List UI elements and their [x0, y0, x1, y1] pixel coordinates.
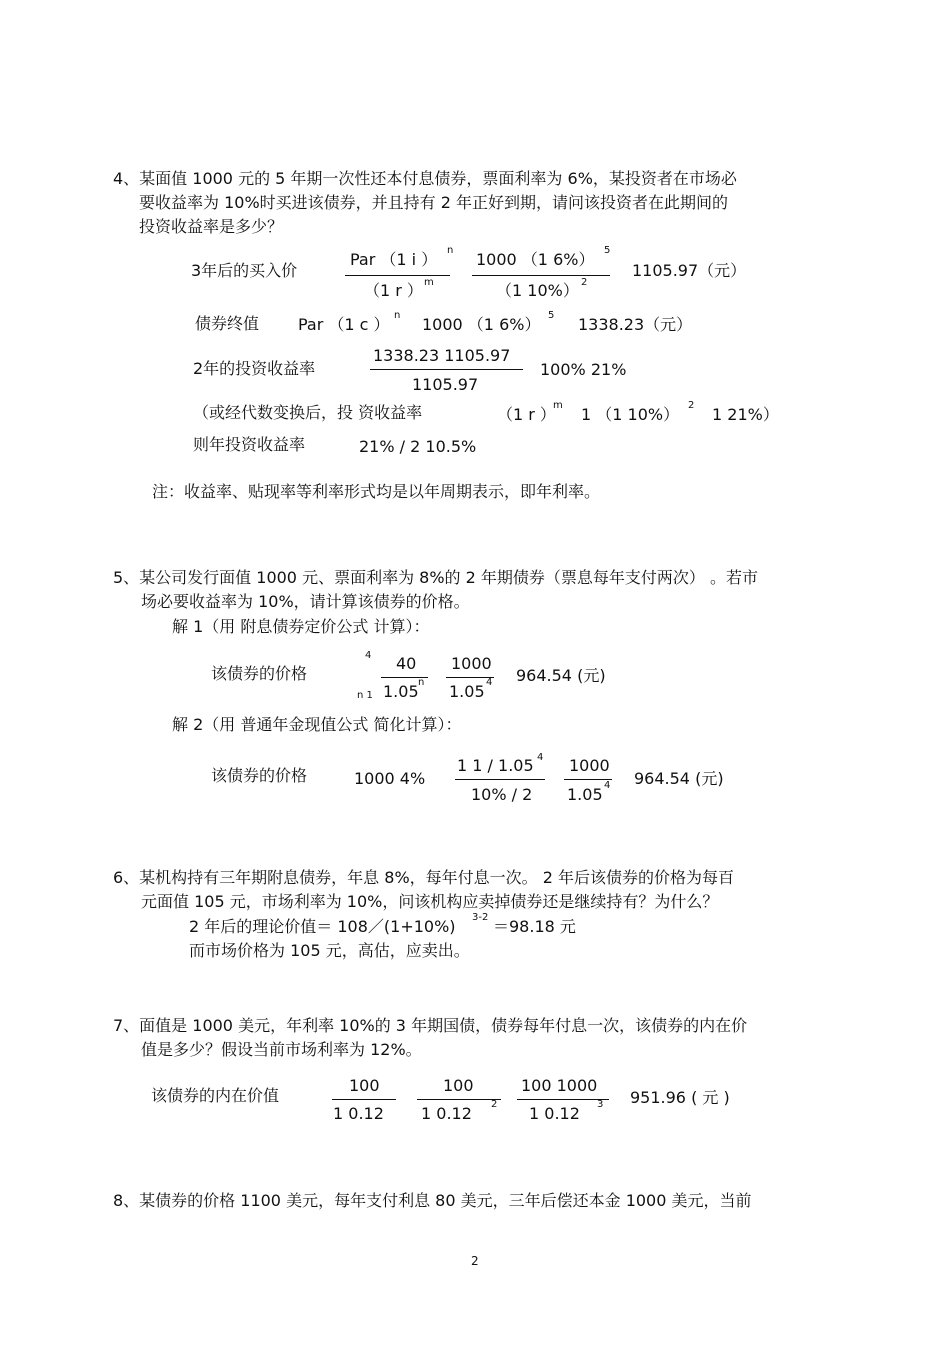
problem-6-line-1: 6、某机构持有三年期附息债券，年息 8%，每年付息一次。 2 年后该债券的价格为每百 [113, 868, 735, 887]
problem-6-line-2: 元面值 105 元，市场利率为 10%，问该机构应卖掉债券还是继续持有？为什么？ [141, 892, 719, 911]
sum-term-numerator: 40 [396, 654, 417, 673]
principal-term-denominator-exponent: 4 [486, 677, 493, 688]
annuity-denominator: 10% / 2 [471, 785, 533, 804]
bond-price-label-2: 该债券的价格 [211, 766, 308, 785]
bond-price-label: 该债券的价格 [211, 664, 308, 683]
term-1-denominator: 1 0.12 [333, 1104, 384, 1123]
problem-8-line-1: 8、某债券的价格 1100 美元，每年支付利息 80 美元，三年后偿还本金 1000 美元，当前 [113, 1191, 752, 1210]
term-2-numerator: 100 [443, 1076, 474, 1095]
annuity-numerator-exponent: 4 [537, 752, 544, 763]
intrinsic-value-label: 该债券的内在价值 [151, 1086, 280, 1105]
note: 注：收益率、贴现率等利率形式均是以年周期表示，即年利率。 [152, 482, 601, 501]
alt-expression-1: （1 r ） [497, 405, 556, 424]
alt-expression-2: 1 （1 10%） [581, 405, 680, 424]
final-value-middle: 1000 （1 6%） [422, 315, 541, 334]
final-value-exponent-2: 5 [548, 310, 555, 321]
alt-exponent-1: m [553, 400, 563, 411]
buy-price-label: 3年后的买入价 [191, 261, 298, 280]
fraction-bar [455, 779, 545, 780]
problem-4-line-1: 4、某面值 1000 元的 5 年期一次性还本付息债券，票面利率为 6%，某投资者在市场必 [113, 169, 737, 188]
problem-6-conclusion: 而市场价格为 105 元，高估，应卖出。 [189, 941, 470, 960]
sum-lower-limit: n 1 [357, 690, 373, 701]
term-2-denominator: 1 0.12 [421, 1104, 472, 1123]
term-3-exponent: 3 [597, 1099, 604, 1110]
formula-1-denominator-exponent: m [424, 277, 434, 288]
annual-rate-label: 则年投资收益率 [193, 435, 306, 454]
solution-2-heading: 解 2（用 普通年金现值公式 简化计算）： [172, 715, 462, 734]
principal-term-denominator: 1.05 [449, 682, 485, 701]
problem-5-line-1: 5、某公司发行面值 1000 元、票面利率为 8%的 2 年期债券（票息每年支付两次） 。若市 [113, 568, 758, 587]
bond-price-result-1: 964.54 (元) [516, 666, 606, 685]
page-number: 2 [471, 1254, 479, 1268]
two-year-rate-label: 2年的投资收益率 [193, 359, 316, 378]
term-3-denominator: 1 0.12 [529, 1104, 580, 1123]
rate-result: 100% 21% [540, 360, 627, 379]
final-value-label: 债券终值 [195, 314, 260, 333]
fraction-bar [370, 369, 523, 370]
formula-1-numerator-exponent: n [447, 245, 454, 256]
final-value-expression: Par （1 c ） [298, 315, 390, 334]
theoretical-value-result: ＝98.18 元 [493, 917, 576, 936]
problem-5-line-2: 场必要收益率为 10%，请计算该债券的价格。 [141, 592, 470, 611]
principal-term-numerator: 1000 [451, 654, 492, 673]
term-3-numerator: 100 1000 [521, 1076, 598, 1095]
term-1-numerator: 100 [349, 1076, 380, 1095]
problem-7-line-1: 7、面值是 1000 美元，年利率 10%的 3 年期国债，债券每年付息一次，该债券的内在价 [113, 1016, 748, 1035]
formula-2-denominator-exponent: 2 [581, 277, 588, 288]
fraction-bar [332, 1099, 396, 1100]
fraction-bar [417, 1099, 501, 1100]
problem-7-line-2: 值是多少？假设当前市场利率为 12%。 [141, 1040, 422, 1059]
final-value-exponent-1: n [394, 310, 401, 321]
annuity-principal-denominator-exponent: 4 [604, 780, 611, 791]
buy-price-result: 1105.97（元） [632, 261, 747, 280]
sum-upper-limit: 4 [365, 650, 372, 661]
fraction-bar [472, 275, 610, 276]
formula-1-denominator: （1 r ） [364, 281, 423, 300]
problem-4-line-2: 要收益率为 10%时买进该债券，并且持有 2 年正好到期，请问该投资者在此期间的 [139, 193, 729, 212]
solution-1-heading: 解 1（用 附息债券定价公式 计算）： [172, 617, 430, 636]
theoretical-value-exponent: 3-2 [472, 912, 489, 923]
fraction-bar [517, 1099, 609, 1100]
theoretical-value-text: 2 年后的理论价值＝ 108／(1+10%) [189, 917, 456, 936]
annuity-principal-denominator: 1.05 [567, 785, 603, 804]
formula-2-numerator: 1000 （1 6%） [476, 250, 595, 269]
sum-term-denominator-exponent: n [418, 677, 425, 688]
formula-2-denominator: （1 10%） [496, 281, 579, 300]
annuity-numerator: 1 1 / 1.05 [457, 756, 534, 775]
alt-exponent-2: 2 [688, 400, 695, 411]
intrinsic-value-result: 951.96 ( 元 ) [630, 1088, 730, 1107]
alternative-derivation: （或经代数变换后，投 资收益率 [193, 403, 423, 422]
rate-numerator: 1338.23 1105.97 [373, 346, 511, 365]
sum-term-denominator: 1.05 [383, 682, 419, 701]
bond-price-result-2: 964.54 (元) [634, 769, 724, 788]
annuity-principal-numerator: 1000 [569, 756, 610, 775]
problem-4-line-3: 投资收益率是多少？ [139, 217, 284, 236]
term-2-exponent: 2 [491, 1099, 498, 1110]
formula-1-numerator: Par （1 i ） [350, 250, 438, 269]
alt-expression-3: 1 21%） [712, 405, 779, 424]
formula-2-numerator-exponent: 5 [604, 245, 611, 256]
final-value-result: 1338.23（元） [578, 315, 693, 334]
annuity-prefix: 1000 4% [354, 769, 426, 788]
rate-denominator: 1105.97 [412, 375, 479, 394]
annual-rate-result: 21% / 2 10.5% [359, 437, 477, 456]
fraction-bar [345, 275, 450, 276]
